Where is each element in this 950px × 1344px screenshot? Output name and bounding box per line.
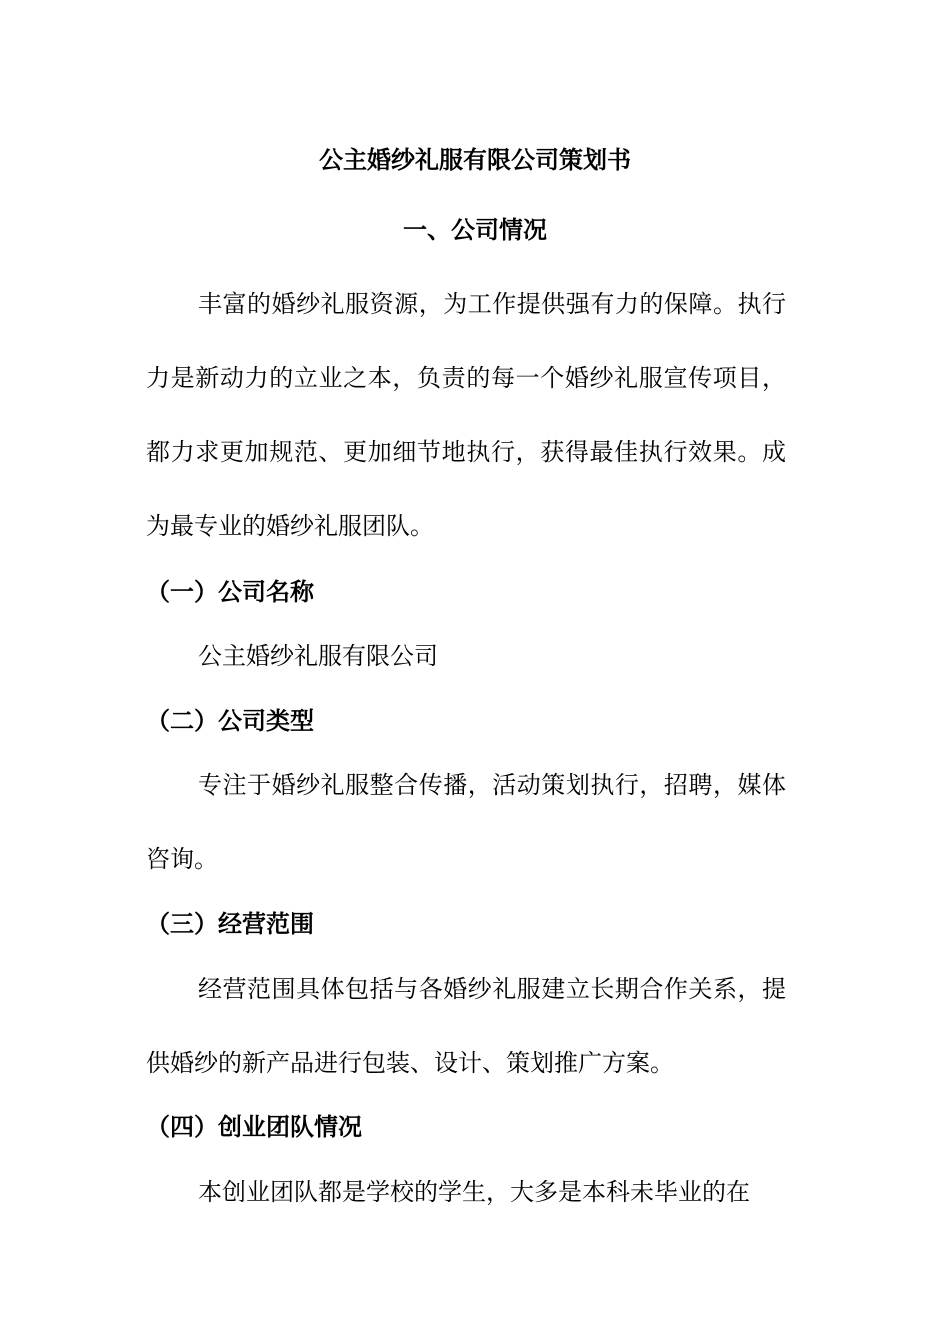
company-type-paragraph: 专注于婚纱礼服整合传播，活动策划执行，招聘，媒体咨询。 [146,771,786,873]
team-paragraph: 本创业团队都是学校的学生，大多是本科未毕业的在 [198,1178,750,1206]
subsection-heading-company-type: （二）公司类型 [146,707,314,735]
subsection-heading-team: （四）创业团队情况 [146,1113,362,1141]
company-overview-paragraph: 丰富的婚纱礼服资源，为工作提供强有力的保障。执行力是新动力的立业之本，负责的每一个婚纱礼服宣传项目，都力求更加规范、更加细节地执行，获得最佳执行效果。成为最专业的婚纱礼服团队。 [146,290,786,540]
subsection-heading-business-scope: （三）经营范围 [146,910,314,938]
subsection-heading-company-name: （一）公司名称 [146,578,314,606]
business-scope-paragraph: 经营范围具体包括与各婚纱礼服建立长期合作关系，提供婚纱的新产品进行包装、设计、策划推广方案。 [146,975,786,1077]
company-name-text: 公主婚纱礼服有限公司 [198,642,438,670]
section-heading-company-overview: 一、公司情况 [403,216,547,244]
document-title: 公主婚纱礼服有限公司策划书 [319,146,631,174]
